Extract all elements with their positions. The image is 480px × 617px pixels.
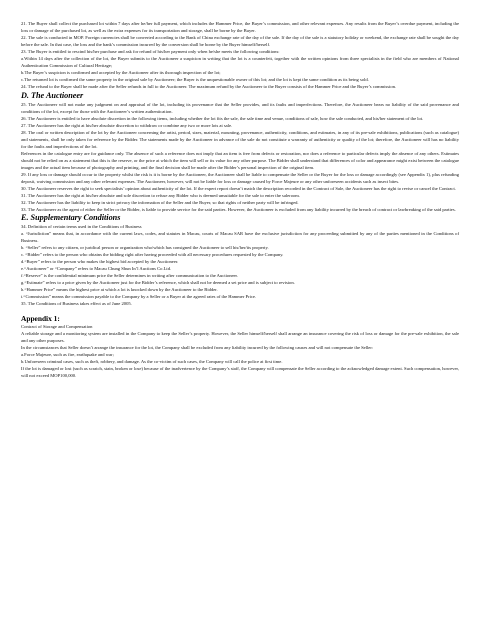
- appendix-item-b: b.Unforeseen criminal cases, such as theft, robbery, and damage. As the co-victim of such cases, the Company will call the police at first time.: [21, 359, 283, 364]
- definition-auctioneer: e.“Auctioneer” or “Company” refers to Macau Chung Shun In’l Auctions Co.Ltd.: [21, 266, 172, 271]
- clause-23-c: c.The returned lot is confirmed the same property in the original sale by Auctioneer; the Buyer is the unquestionable owner of this lot; and the lot is kept the same condition as its being sold.: [21, 77, 369, 82]
- clause-28: 28. The oral or written description of the lot by the Auctioneer concerning the artist, period, sizes, material, mounting, provenance, authenticity, conditions, and estimates, in any of its pre-sale exhibitions, publications (such as catalogue) and statements, shall be only taken for reference by the Bidder. The statements made by the Auctioneer in advance of the sale do not constitute a warranty of authenticity or quality of the lot; therefore, the Auctioneer will has no liability for the faults and imperfections of the lot.: [21, 129, 459, 149]
- clause-22: 22. The sale is conducted in MOP. Foreign currencies shall be converted according to the Bank of China exchange rate of the day of the sale. If the day of the sale is a statutory holiday or weekend, the exchange rate shall be sought the day before the sale. In that case, the loss and the bank’s commission incurred by the conversion shall be borne by the Buyer himself/herself.: [21, 35, 459, 47]
- definition-commission: i.“Commission” means the commission payable to the Company by a Seller or a Buyer at the agreed rates of the Hammer Price.: [21, 294, 257, 299]
- clause-23-b: b.The Buyer’s suspicion is confirmed and accepted by the Auctioneer after its thorough inspection of the lot;: [21, 70, 221, 75]
- clause-33: 33. The Auctioneer as the agent of either the Seller or the Bidder, is liable to provide service for the said parties. However, the Auctioneer is excluded from any liability incurred by the breach of contract or lawbreaking of the said parties.: [21, 206, 456, 212]
- appendix-title: Contract of Storage and Compensation: [21, 324, 93, 329]
- clause-35: 35. The Conditions of Business takes effect as of June 2005.: [21, 301, 132, 306]
- clause-32: 32. The Auctioneer has the liability to keep in strict privacy the information of the Seller and the Buyer, so that rights of neither party will be infringed.: [21, 199, 299, 205]
- definition-bidder: c. “Bidder” refers to the person who obtains the bidding right after having proceeded with all necessary procedures requested by the Company.: [21, 252, 284, 257]
- clause-26: 26. The Auctioneer is entitled to have absolute discretion in the following items, including whether the lot fits the sale, the sale time and venue, conditions of sale, how the sale conducted, and his/her statement of the lot.: [21, 115, 424, 121]
- clause-21: 21. The Buyer shall collect the purchased lot within 7 days after he/her full payment, which includes the Hammer Price, the Buyer’s commission, and other relevant expenses. Any results from the Buyer’s overdue payment, including the loss or damage of the purchased lot, as well as the extra expenses for its transportation and storage, shall be borne by the Buyer.: [21, 21, 459, 33]
- clause-23: 23. The Buyer is entitled to rescind his/her purchase and ask for refund of his/her payment only when he/she meets the following conditions:: [21, 49, 280, 54]
- definition-seller: b. “Seller” refers to any citizen, or juridical person or organization who/which has consigned the Auctioneer to sell his/her/its property.: [21, 245, 269, 250]
- section-e-heading: E. Supplementary Conditions: [21, 213, 121, 222]
- appendix-heading: Appendix 1:: [21, 314, 60, 323]
- definition-jurisdiction: a. “Jurisdiction” means that, in accordance with the current laws, codes, and statutes in Macau, courts of Macau SAR have the exclusive jurisdiction for any proceeding submitted by any of the parties mentioned in the Conditions of Business.: [21, 231, 459, 243]
- clause-27: 27. The Auctioneer has the right at his/her absolute discretion to withdraw or combine any two or more lots at sale.: [21, 122, 233, 128]
- clause-25: 25. The Auctioneer will not make any judgment on and appraisal of the lot, including its provenance that the Seller provides, and its faults and imperfections. Therefore, the Auctioneer bears no liability of the said provenance and conditions of the lot, except for those with the Auctioneer’s written authentication.: [21, 101, 459, 114]
- catalogue-references-note: References in the catalogue entry are for guidance only. The absence of such a reference does not imply that an item is free from defects or restoration, nor does a reference to particular defects imply the absence of any others. Estimates should not be relied on as a statement that this is the reserve, or the price at which the item will sell or its value for any other purpose. The Bidder shall understand that differences of color and appearance might exist between the catalogue images and the actual item because of photography and printing, and the final decision shall be made after the Bidder’s personal inspection of the original item.: [21, 150, 459, 170]
- definition-estimate: g.“Estimate” refers to a price given by the Auctioneer just for the Bidder’s reference, which shall not be deemed a set price and is subject to revision.: [21, 280, 295, 285]
- appendix-item-a: a.Force Majeure, such as fire, earthquake and war;: [21, 352, 114, 357]
- definition-hammer-price: h.“Hammer Price” means the highest price at which a lot is knocked down by the Auctioneer to the Bidder.: [21, 287, 218, 292]
- appendix-exclusion-paragraph: In the circumstances that Seller doesn’t arrange the insurance for the lot, the Company shall be excluded from any liability incurred by the following causes and will not compensate the Seller:: [21, 345, 374, 350]
- clause-30: 30. The Auctioneer reserves the right to seek specialists’ opinion about authenticity of the lot. If the expert report doesn’t match the description recorded in the Contract of Sale, the Auctioneer has the right to revise or cancel the Contract.: [21, 185, 456, 191]
- clause-29: 29. If any loss or damage should occur to the property whilst the risk is it is borne by the Auctioneer, the Auctioneer shall be liable to compensate the Seller or the Buyer for the loss or damage accordingly (see Appendix 1), plus refunding deposit, waiving commission and any other relevant expenses. The Auctioneer, however, will not be liable for loss or damage caused by Force Majeure or any other unforeseen accidents such as insect bites.: [21, 171, 459, 184]
- appendix-storage-paragraph: A reliable storage and a monitoring system are installed in the Company to keep the Seller’s property. However, the Seller himself/herself shall arrange an insurance covering the risk of loss or damage for the pre-sale exhibition, the sale and any other purposes.: [21, 331, 459, 343]
- definition-buyer: d.“Buyer” refers to the person who makes the highest bid accepted by the Auctioneer.: [21, 259, 179, 264]
- appendix-compensation-paragraph: If the lot is damaged or lost (such as scratch, stain, broken or lose) because of the inadvertence by the Company’s staff, the Company will compensate the Seller according to the acknowledged damage extent. Such compensation, however, will not exceed MOP100,000.: [21, 366, 459, 378]
- page-content: [21, 20, 459, 379]
- clause-34: 34. Definition of certain terms used in the Conditions of Business: [21, 224, 142, 229]
- clause-31: 31. The Auctioneer has the right at his/her absolute and sole discretion to refuse any Bidder who is deemed unsuitable for the sale to enter the saleroom.: [21, 192, 301, 198]
- section-d-heading: D. The Auctioneer: [21, 90, 84, 100]
- definition-reserve: f.“Reserve” is the confidential minimum price the Seller determines in writing after communication to the Auctioneer.: [21, 273, 238, 278]
- clause-24: 24. The refund to the Buyer shall be made after the Seller refunds in full to the Auctioneer. The maximum refund by the Auctioneer to the Buyer consists of the Hammer Price and the Buyer’s commission.: [21, 84, 397, 89]
- clause-23-a: a.Within 14 days after the collection of the lot, the Buyer submits to the Auctioneer a suspicion in writing that the lot is a counterfeit, together with the written opinions from three specialists in the field who are members of National Authentication Commission of Cultural Heritage;: [21, 56, 459, 68]
